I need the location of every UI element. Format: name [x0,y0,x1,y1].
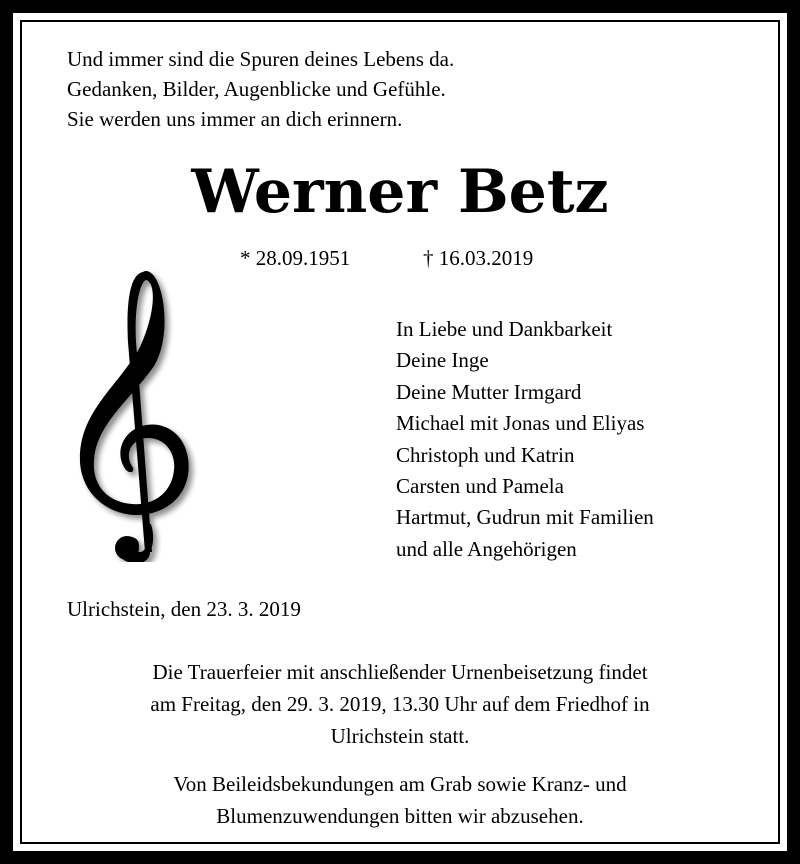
mourner-line: Deine Mutter Irmgard [396,379,582,404]
place-date: Ulrichstein, den 23. 3. 2019 [67,597,301,621]
poem-line: Und immer sind die Spuren deines Lebens da. [67,47,455,71]
mourner-line: Hartmut, Gudrun mit Familien [396,505,654,530]
condolence-notice [0,768,800,832]
ceremony-line: am Freitag, den 29. 3. 2019, 13.30 Uhr auf dem Friedhof in [150,692,650,716]
mourners-list [396,314,654,565]
ceremony-notice [0,656,800,752]
mourner-line: Deine Inge [396,348,489,373]
mourner-line: In Liebe und Dankbarkeit [396,317,613,341]
death-date: † 16.03.2019 [423,246,534,270]
mourner-line: Christoph und Katrin [396,442,575,467]
mourner-line: Michael mit Jonas und Eliyas [396,411,645,436]
poem [67,44,454,134]
ceremony-line: Die Trauerfeier mit anschließender Urnenbeisetzung findet [152,660,648,684]
deceased-name: Werner Betz [191,157,609,227]
poem-line: Sie werden uns immer an dich erinnern. [67,107,403,131]
mourner-line: und alle Angehörigen [396,536,577,561]
poem-line: Gedanken, Bilder, Augenblicke und Gefühle. [67,77,446,101]
ceremony-line: Ulrichstein statt. [330,724,470,748]
condolence-line: Blumenzuwendungen bitten wir abzusehen. [216,804,584,828]
birth-date: * 28.09.1951 [240,246,351,270]
mourner-line: Carsten und Pamela [396,473,564,498]
condolence-line: Von Beileidsbekundungen am Grab sowie Kranz- und [173,772,627,796]
treble-clef-icon [70,262,200,562]
